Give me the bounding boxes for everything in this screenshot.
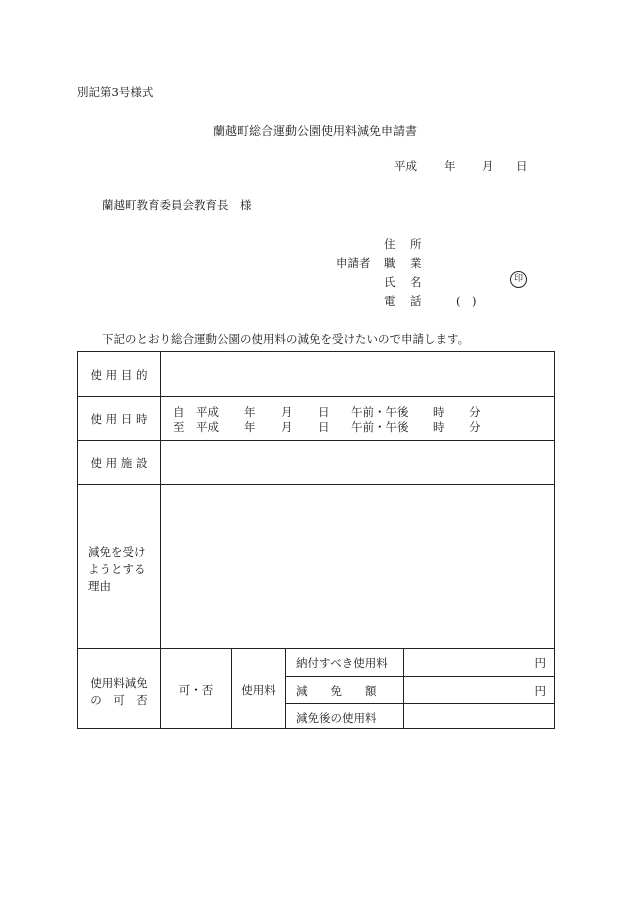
fee-due-unit: 円 — [534, 656, 546, 670]
date-era: 平成 — [394, 159, 417, 173]
label-column-divider — [160, 352, 161, 728]
approval-value[interactable]: 可・否 — [178, 683, 214, 697]
to-hour: 時 — [433, 420, 445, 434]
applicant-caption: 申請者 — [336, 256, 371, 270]
fee-due-field[interactable] — [404, 649, 554, 676]
addressee: 蘭越町教育委員会教育長 様 — [102, 198, 252, 212]
datetime-label: 使 用 日 時 — [90, 412, 148, 426]
to-month: 月 — [281, 420, 293, 434]
to-era: 平成 — [196, 420, 219, 434]
occupation-label-2: 業 — [410, 256, 422, 270]
fee-row-label: 納付すべき使用料 — [296, 656, 388, 670]
from-month: 月 — [281, 405, 293, 419]
row-divider — [78, 396, 554, 397]
row-divider — [78, 484, 554, 485]
from-day: 日 — [318, 405, 330, 419]
to-year: 年 — [244, 420, 256, 434]
from-ampm: 午前・午後 — [351, 405, 409, 419]
fee-header-divider — [285, 648, 286, 728]
to-day: 日 — [318, 420, 330, 434]
purpose-label: 使 用 目 的 — [90, 368, 148, 382]
form-number: 別記第3号様式 — [77, 85, 154, 99]
intro-text: 下記のとおり総合運動公園の使用料の減免を受けたいので申請します。 — [102, 332, 470, 346]
application-table — [77, 351, 555, 729]
to-marker: 至 — [173, 420, 185, 434]
purpose-field[interactable] — [162, 354, 552, 394]
reduction-amount-unit: 円 — [534, 684, 546, 698]
date-day: 日 — [516, 159, 528, 173]
fee-row-label: 減免後の使用料 — [296, 711, 377, 725]
fee-after-reduction-field[interactable] — [404, 704, 554, 728]
row-divider — [78, 440, 554, 441]
address-label-2: 所 — [410, 237, 422, 251]
date-year: 年 — [444, 159, 456, 173]
phone-label-2: 話 — [410, 294, 422, 308]
name-label-2: 名 — [410, 275, 422, 289]
from-marker: 自 — [173, 405, 185, 419]
to-minute: 分 — [469, 420, 481, 434]
address-label-1: 住 — [384, 237, 396, 251]
seal-icon: 印 — [510, 271, 527, 288]
from-minute: 分 — [469, 405, 481, 419]
from-era: 平成 — [196, 405, 219, 419]
from-hour: 時 — [433, 405, 445, 419]
to-ampm: 午前・午後 — [351, 420, 409, 434]
facility-label: 使 用 施 設 — [90, 456, 148, 470]
reason-label: 減免を受け ようとする 理由 — [88, 545, 146, 593]
from-year: 年 — [244, 405, 256, 419]
document-title: 蘭越町総合運動公園使用料減免申請書 — [212, 124, 417, 138]
facility-field[interactable] — [162, 442, 552, 482]
occupation-label-1: 職 — [384, 256, 396, 270]
reduction-amount-field[interactable] — [404, 677, 554, 703]
fee-header: 使用料 — [241, 683, 276, 697]
date-month: 月 — [482, 159, 494, 173]
phone-label-1: 電 — [384, 294, 396, 308]
approval-label: 使用料減免 の 可 否 — [90, 676, 148, 707]
fee-row-label: 減 免 額 — [296, 684, 377, 698]
reason-field[interactable] — [162, 486, 552, 646]
phone-parens: ( ) — [456, 294, 477, 308]
name-label-1: 氏 — [384, 275, 396, 289]
